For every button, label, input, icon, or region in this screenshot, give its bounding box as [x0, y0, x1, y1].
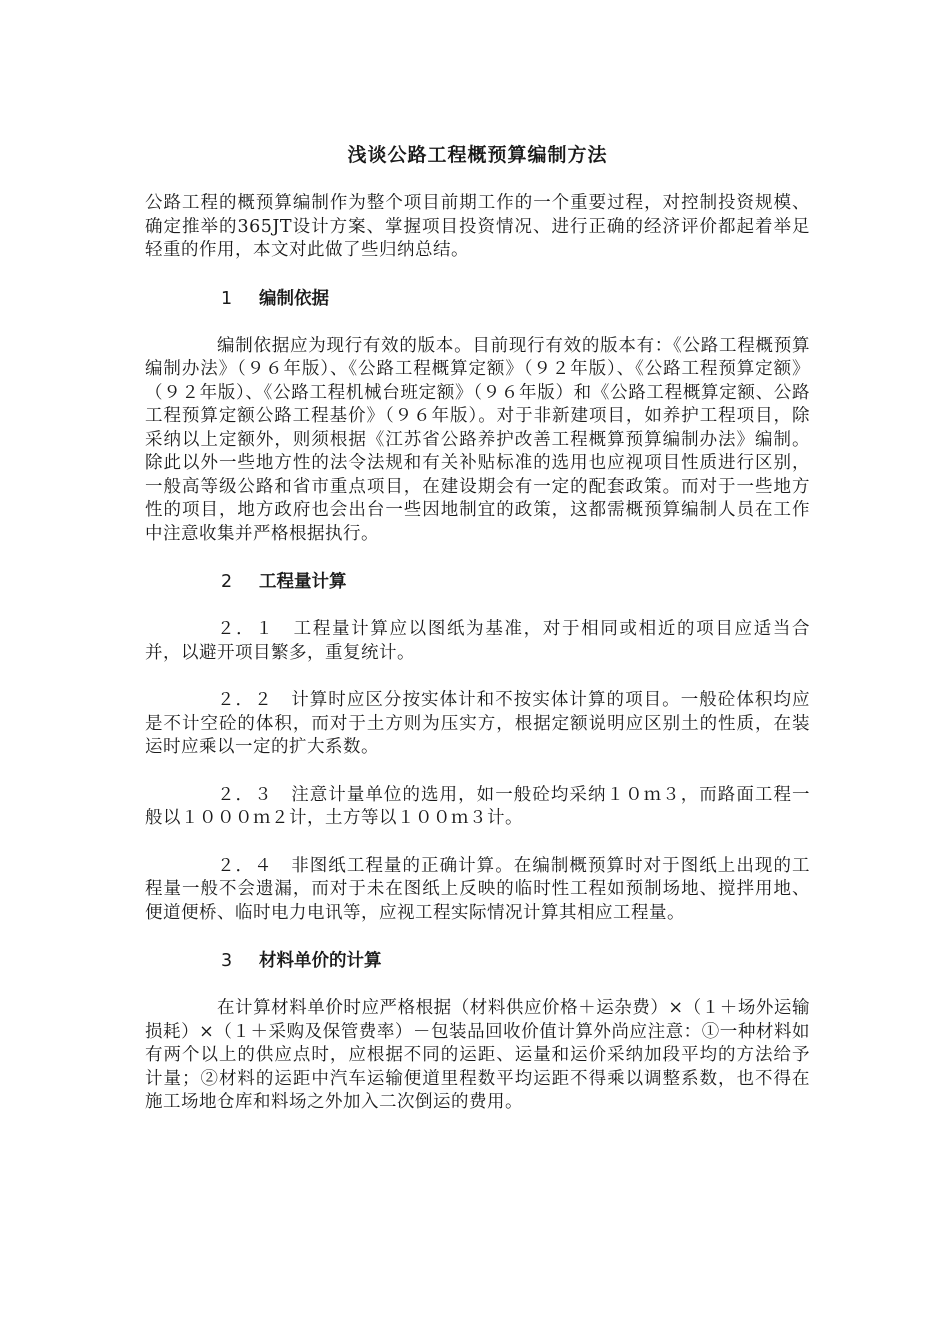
- section-2-4-paragraph: ２．４ 非图纸工程量的正确计算。在编制概预算时对于图纸上出现的工程量一般不会遗漏，而对于未在图纸上反映的临时性工程如预制场地、搅拌用地、便道便桥、临时电力电讯等，应视工程实际情况计算其相应工程量。: [145, 855, 810, 923]
- section-2-title: 工程量计算: [259, 572, 347, 592]
- section-1-number: 1: [221, 288, 233, 309]
- section-1-title: 编制依据: [259, 288, 329, 309]
- section-3-body: 在计算材料单价时应严格根据（材料供应价格＋运杂费）×（１＋场外运输损耗）×（１＋采购及保管费率）－包装品回收价值计算外尚应注意：①一种材料如有两个以上的供应点时，应根据不同的运距、运量和运价采纳加段平均的方法给予计量；②材料的运距中汽车运输便道里程数平均运距不得乘以调整系数，也不得在施工场地仓库和料场之外加入二次倒运的费用。: [145, 998, 810, 1112]
- intro-paragraph: 公路工程的概预算编制作为整个项目前期工作的一个重要过程，对控制投资规模、确定推举的365JT设计方案、掌握项目投资情况、进行正确的经济评价都起着举足轻重的作用，本文对此做了些归纳总结。: [145, 193, 810, 260]
- section-2-heading: [145, 570, 810, 594]
- section-2-number: 2: [221, 572, 233, 592]
- section-2-3-paragraph: ２．３ 注意计量单位的选用，如一般砼均采纳１０ｍ３，而路面工程一般以１０００ｍ２计，土方等以１００ｍ３计。: [145, 784, 810, 828]
- section-2-1-paragraph: ２．１ 工程量计算应以图纸为基准，对于相同或相近的项目应适当合并，以避开项目繁多，重复统计。: [145, 619, 810, 663]
- document-title: 浅谈公路工程概预算编制方法: [347, 144, 608, 166]
- section-2-2-paragraph: ２．２ 计算时应区分按实体计和不按实体计算的项目。一般砼体积均应是不计空砼的体积，而对于土方则为压实方，根据定额说明应区别土的性质，在装运时应乘以一定的扩大系数。: [145, 690, 810, 757]
- section-3-heading: [145, 949, 810, 973]
- document-page: [145, 140, 810, 1139]
- section-3-number: 3: [221, 951, 233, 971]
- section-3-title: 材料单价的计算: [259, 951, 382, 971]
- section-1-body: 编制依据应为现行有效的版本。目前现行有效的版本有：《公路工程概预算编制办法》（９６年版）、《公路工程概算定额》（９２年版）、《公路工程预算定额》（９２年版）、《公路工程机械台班定额》（９６年版）和《公路工程概算定额、公路工程预算定额公路工程基价》（９６年版）。对于非新建项目，如养护工程项目，除采纳以上定额外，则须根据《江苏省公路养护改善工程概算预算编制办法》编制。除此以外一些地方性的法令法规和有关补贴标准的选用也应视项目性质进行区别，一般高等级公路和省市重点项目，在建设期会有一定的配套政策。而对于一些地方性的项目，地方政府也会出台一些因地制宜的政策，这都需概预算编制人员在工作中注意收集并严格根据执行。: [145, 335, 810, 544]
- section-1-heading: [145, 287, 810, 311]
